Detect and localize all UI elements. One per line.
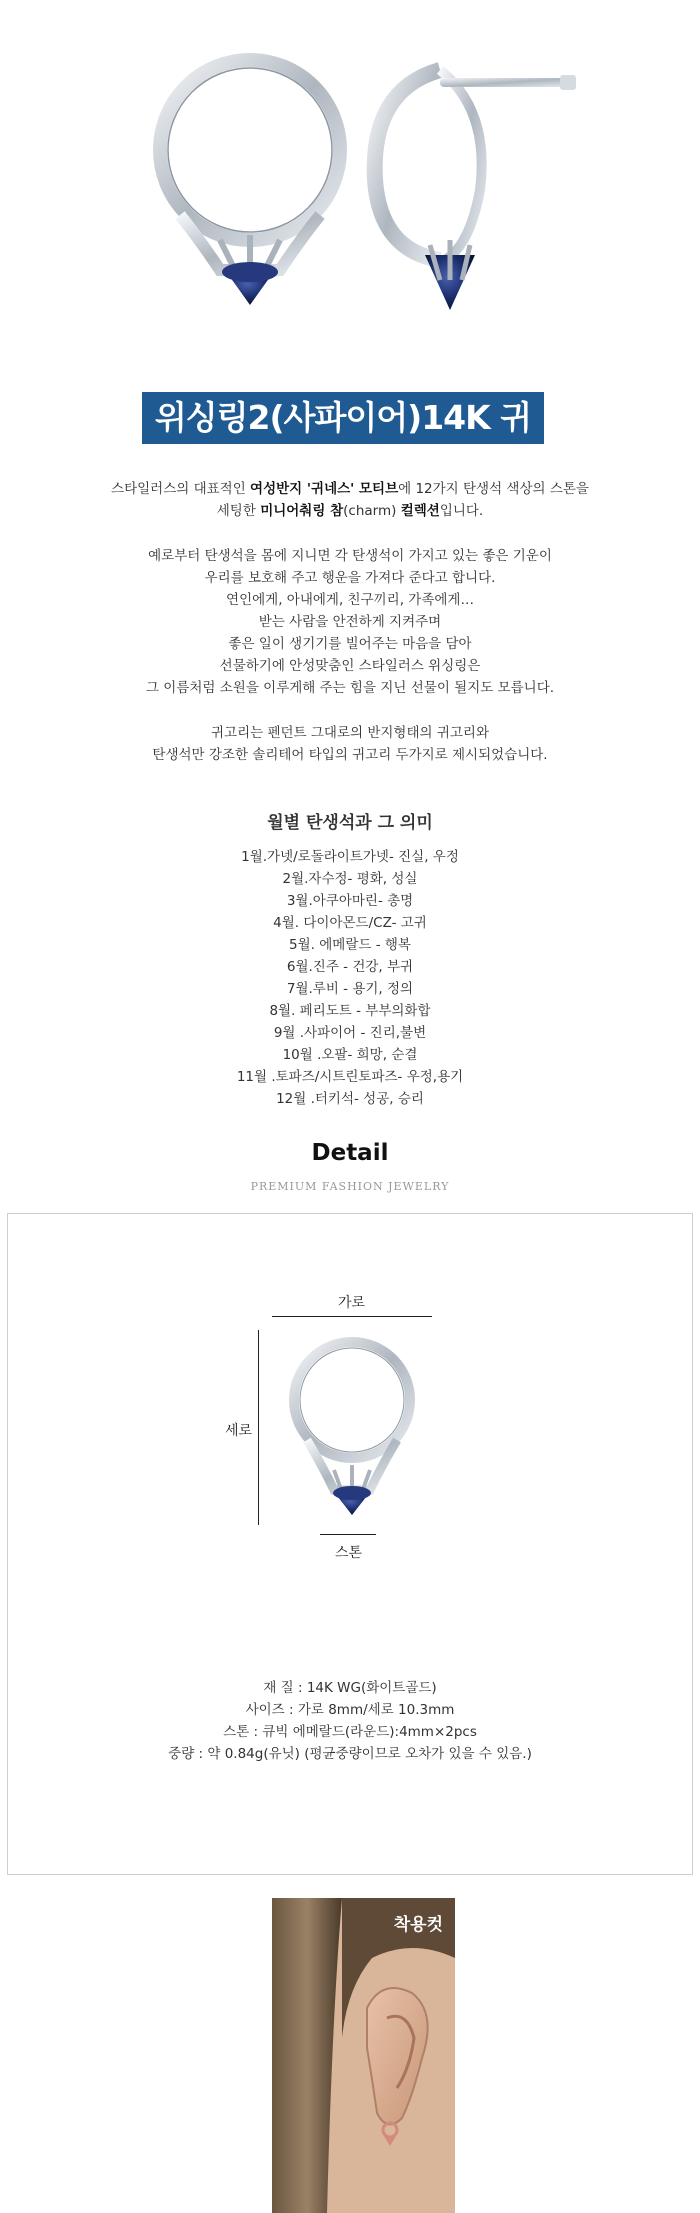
text-span: 입니다. (439, 503, 484, 519)
width-label: 가로 (338, 1295, 366, 1311)
wearing-photo (272, 1898, 455, 2213)
spec-list (0, 1677, 700, 1765)
intro-paragraph-3 (0, 722, 700, 766)
height-label: 세로 (225, 1423, 253, 1439)
intro-line (0, 478, 700, 500)
intro-line: 좋은 일이 생기기를 빌어주는 마음을 담아 (228, 636, 472, 652)
detail-title: Detail (311, 1140, 389, 1166)
product-title-banner: 위싱링2(사파이어)14K 귀고리 (142, 392, 544, 444)
intro-line: 예로부터 탄생석을 몸에 지니면 각 탄생석이 가지고 있는 좋은 기운이 (148, 548, 552, 564)
spec-item: 사이즈 : 가로 8mm/세로 10.3mm (245, 1702, 455, 1718)
birthstone-list (0, 846, 700, 1110)
front-ring (160, 60, 340, 305)
intro-line (0, 500, 700, 522)
spec-item: 중량 : 약 0.84g(유닛) (평균중량이므로 오차가 있을 수 있음.) (168, 1746, 532, 1762)
birthstone-item: 3월.아쿠아마린- 총명 (286, 893, 414, 909)
text-span: 에 12가지 탄생석 색상의 스톤을 (398, 481, 589, 497)
side-ring (375, 70, 576, 310)
intro-line: 연인에게, 아내에게, 친구끼리, 가족에게… (226, 592, 474, 608)
intro-line: 선물하기에 안성맞춤인 스타일러스 위싱링은 (219, 658, 481, 674)
spec-item: 재 질 : 14K WG(화이트골드) (263, 1680, 437, 1696)
birthstone-item: 6월.진주 - 건강, 부귀 (286, 959, 414, 975)
bold-text-span: 컬렉션 (400, 503, 440, 519)
earring-detail-diagram (272, 1330, 432, 1530)
birthstone-item: 12월 .터키석- 성공, 승리 (276, 1091, 424, 1107)
birthstone-item: 11월 .토파즈/시트린토파즈- 우정,용기 (236, 1069, 464, 1085)
intro-paragraph-1 (0, 478, 700, 522)
birthstone-item: 5월. 에메랄드 - 행복 (289, 937, 411, 953)
detail-subtitle: PREMIUM FASHION JEWELRY (250, 1180, 450, 1193)
bold-text-span: 미니어춰링 참 (260, 503, 344, 519)
intro-line: 귀고리는 펜던트 그대로의 반지형태의 귀고리와 (211, 725, 489, 741)
intro-line: 그 이름처럼 소원을 이루게해 주는 힘을 지닌 선물이 될지도 모릅니다. (145, 680, 555, 696)
birthstone-item: 2월.자수정- 평화, 성실 (282, 871, 418, 887)
intro-line: 우리를 보호해 주고 행운을 가져다 준다고 합니다. (204, 570, 496, 586)
birthstone-item: 10월 .오팔- 희망, 순결 (282, 1047, 418, 1063)
text-span: 세팅한 (216, 503, 261, 519)
hero-earring-image (140, 30, 600, 360)
birthstone-item: 4월. 다이아몬드/CZ- 고귀 (273, 915, 427, 931)
birthstone-section-title: 월별 탄생석과 그 의미 (267, 813, 433, 833)
height-dimension-line (258, 1330, 259, 1525)
width-dimension-line (272, 1316, 432, 1317)
intro-line: 탄생석만 강조한 솔리테어 타입의 귀고리 두가지로 제시되었습니다. (152, 747, 548, 763)
intro-paragraph-2 (0, 545, 700, 699)
text-span: (charm) (343, 503, 401, 519)
birthstone-item: 1월.가넷/로돌라이트가넷- 진실, 우정 (241, 849, 459, 865)
birthstone-item: 9월 .사파이어 - 진리,불변 (273, 1025, 427, 1041)
birthstone-item: 7월.루비 - 용기, 정의 (286, 981, 414, 997)
ear-photo-illustration (272, 1898, 455, 2213)
wearing-photo-label: 착용컷 (393, 1915, 443, 1935)
birthstone-item: 8월. 페리도트 - 부부의화합 (269, 1003, 431, 1019)
stone-dimension-line (320, 1534, 376, 1535)
spec-item: 스톤 : 큐빅 에메랄드(라운드):4mm×2pcs (223, 1724, 477, 1740)
stone-label: 스톤 (335, 1545, 363, 1561)
intro-line: 받는 사람을 안전하게 지켜주며 (258, 614, 442, 630)
bold-text-span: 여성반지 '귀네스' 모티브 (250, 481, 399, 497)
text-span: 스타일러스의 대표적인 (111, 481, 251, 497)
